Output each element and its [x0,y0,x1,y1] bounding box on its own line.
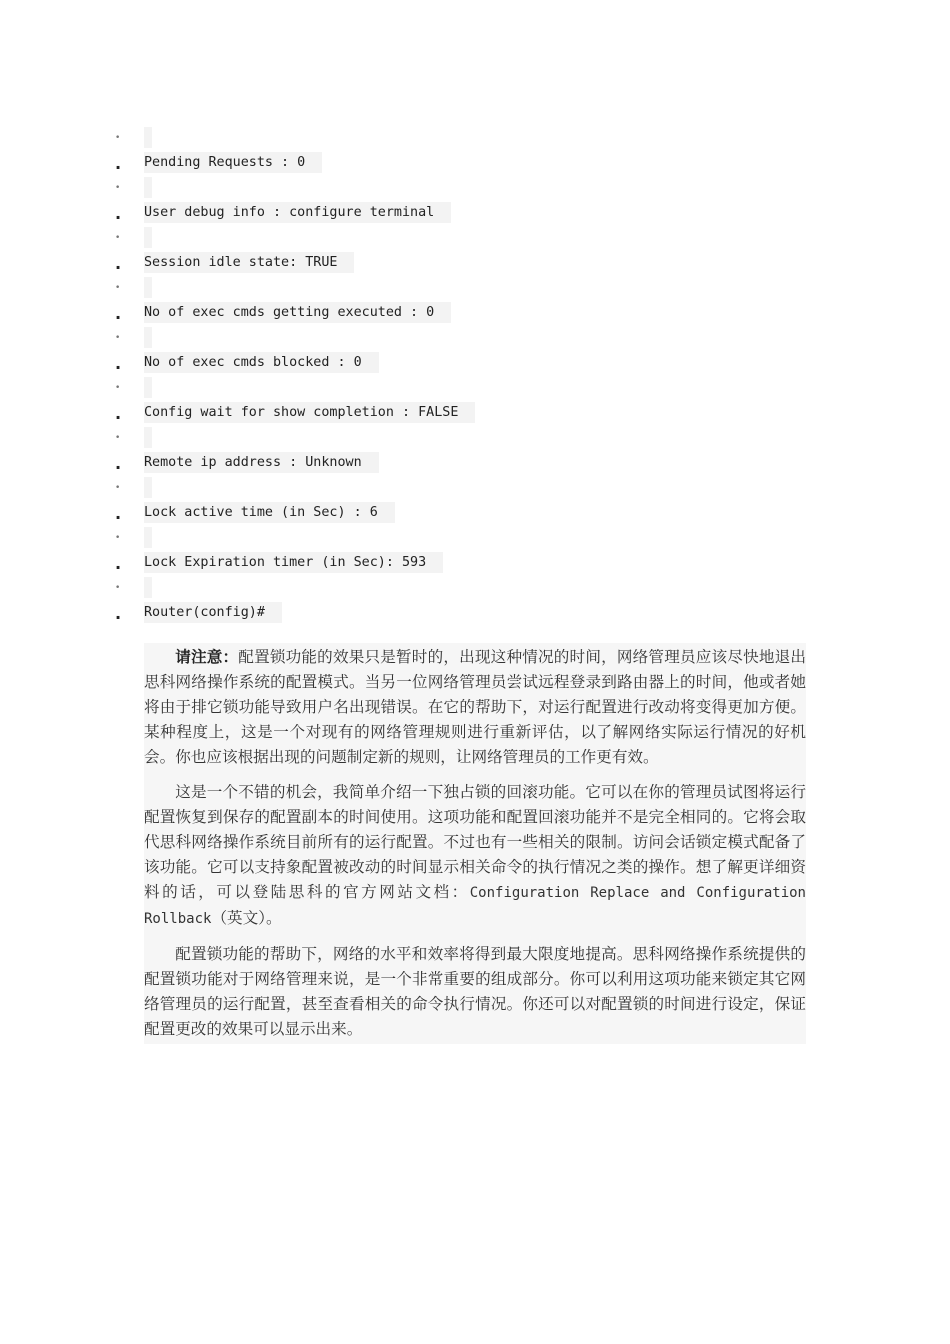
code-line [0,151,950,176]
code-line [0,451,950,476]
code-line-text [144,477,152,498]
list-bullet: . [115,204,122,223]
code-line [0,601,950,626]
code-line [0,401,950,426]
code-line [0,301,950,326]
summary-paragraph [144,942,806,1042]
code-line [0,276,950,301]
code-line-text [144,327,152,348]
code-line-text [144,527,152,548]
list-bullet: . [115,154,122,173]
code-line-text: Config wait for show completion : FALSE [144,402,475,423]
code-line [0,251,950,276]
code-line [0,376,950,401]
list-bullet: . [115,404,122,423]
code-line-text [144,227,152,248]
code-line [0,226,950,251]
code-line-text: User debug info : configure terminal [144,202,451,223]
code-line-text: Lock Expiration timer (in Sec): 593 [144,552,443,573]
list-bullet: • [115,283,121,293]
code-line-text [144,377,152,398]
list-bullet: . [115,454,122,473]
list-bullet: • [115,183,121,193]
code-line-text: Remote ip address : Unknown [144,452,379,473]
rollback-suffix: （英文）。 [211,909,282,927]
list-bullet: . [115,254,122,273]
code-line-text: No of exec cmds blocked : 0 [144,352,379,373]
list-bullet: . [115,604,122,623]
list-bullet: . [115,504,122,523]
list-bullet: • [115,583,121,593]
code-line-text: Lock active time (in Sec) : 6 [144,502,395,523]
code-line-text [144,277,152,298]
article-body [144,643,806,1044]
code-line-text [144,177,152,198]
summary-text: 配置锁功能的帮助下，网络的水平和效率将得到最大限度地提高。思科网络操作系统提供的配置锁功能对于网络管理来说，是一个非常重要的组成部分。你可以利用这项功能来锁定其它网络管理员的运行配置，甚至查看相关的命令执行情况。你还可以对配置锁的时间进行设定，保证配置更改的效果可以显示出来。 [144,945,806,1038]
list-bullet: . [115,354,122,373]
code-line [0,526,950,551]
doc-title-link[interactable]: Configuration Replace and Configuration Rollback [144,885,806,927]
list-bullet: • [115,333,121,343]
code-line [0,576,950,601]
code-line-text [144,427,152,448]
note-paragraph [144,644,806,770]
rollback-text: 这是一个不错的机会，我简单介绍一下独占锁的回滚功能。它可以在你的管理员试图将运行配置恢复到保存的配置副本的时间使用。这项功能和配置回滚功能并不是完全相同的。它将会取代思科网络操作系统目前所有的运行配置。不过也有一些相关的限制。访问会话锁定模式配备了该功能。它可以支持象配置被改动的时间显示相关命令的执行情况之类的操作。想了解更详细资料的话，可以登陆思科的官方网站文档： [144,783,806,901]
rollback-paragraph [144,780,806,932]
list-bullet: • [115,383,121,393]
code-line-text: Router(config)# [144,602,282,623]
code-line [0,351,950,376]
code-line-text [144,577,152,598]
list-bullet: • [115,483,121,493]
code-line [0,201,950,226]
list-bullet: . [115,304,122,323]
list-bullet: • [115,433,121,443]
code-line [0,551,950,576]
code-line-text: Session idle state: TRUE [144,252,354,273]
code-line [0,501,950,526]
code-line [0,176,950,201]
code-line [0,326,950,351]
list-bullet: • [115,233,121,243]
list-bullet: • [115,133,121,143]
code-line-text: No of exec cmds getting executed : 0 [144,302,451,323]
code-line-text [144,127,152,148]
code-line-text: Pending Requests : 0 [144,152,322,173]
list-bullet: • [115,533,121,543]
note-text: 配置锁功能的效果只是暂时的，出现这种情况的时间，网络管理员应该尽快地退出思科网络操作系统的配置模式。当另一位网络管理员尝试远程登录到路由器上的时间，他或者她将由于排它锁功能导致用户名出现错误。在它的帮助下，对运行配置进行改动将变得更加方便。某种程度上，这是一个对现有的网络管理规则进行重新评估，以了解网络实际运行情况的好机会。你也应该根据出现的问题制定新的规则，让网络管理员的工作更有效。 [144,648,806,766]
code-line [0,126,950,151]
code-line [0,476,950,501]
list-bullet: . [115,554,122,573]
code-output-list [0,126,950,626]
code-line [0,426,950,451]
note-label: 请注意： [175,647,239,666]
